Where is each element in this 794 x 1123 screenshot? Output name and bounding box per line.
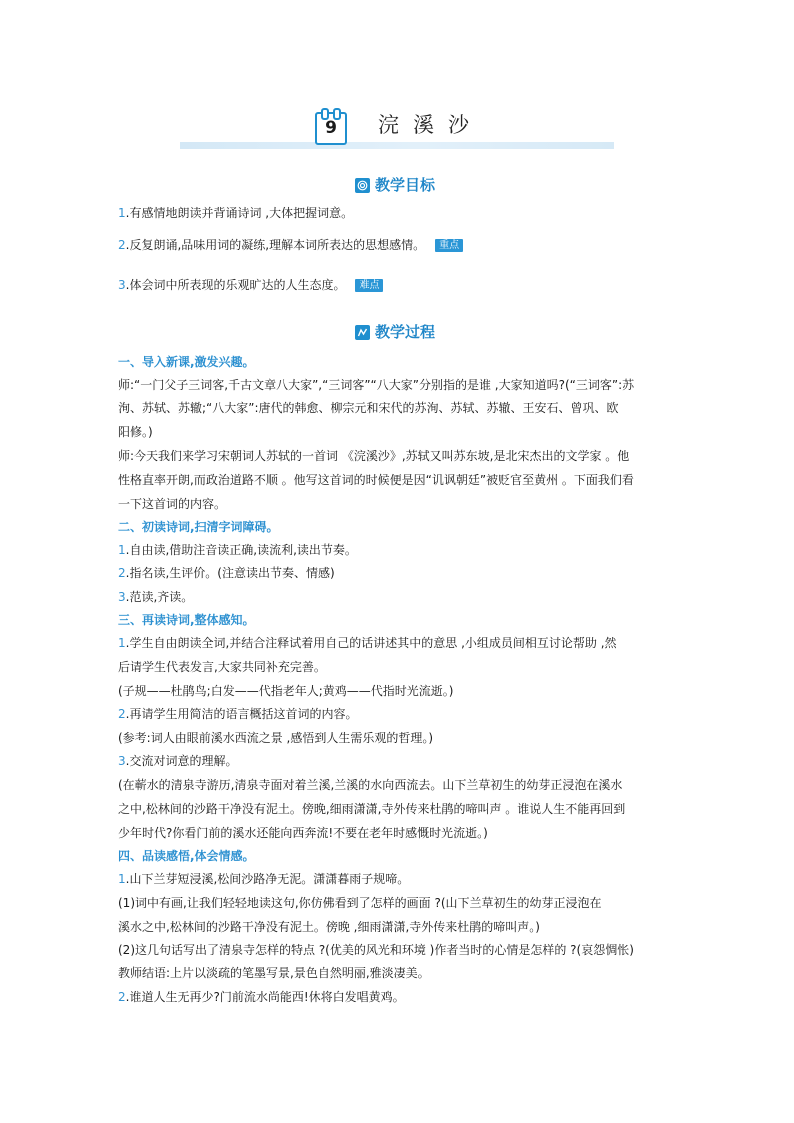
process-icon [355, 325, 370, 340]
list-item: 2.谁道人生无再少?门前流水尚能西!休将白发唱黄鸡。 [118, 990, 405, 1004]
list-item: 1.山下兰芽短浸溪,松间沙路净无泥。潇潇暮雨子规啼。 [118, 872, 410, 886]
lesson-number: 9 [325, 118, 337, 138]
list-item: 1.学生自由朗读全词,并结合注释试着用自己的话讲述其中的意思 ,小组成员间相互讨论帮助 ,然 [118, 636, 617, 650]
lesson-title: 浣溪沙 [378, 113, 483, 137]
note-line: (子规——杜鹃鸟;白发——代指老年人;黄鸡——代指时光流逝。) [118, 684, 454, 698]
lesson-header [180, 100, 614, 152]
question-line: (1)词中有画,让我们轻轻地读这句,你仿佛看到了怎样的画面 ?(山下兰草初生的幼芽正浸泡在 [118, 896, 602, 910]
paragraph-line: 师:“一门父子三词客,千古文章八大家”,“三词客”“八大家”分别指的是谁 ,大家知道吗?(“三词客”:苏 [118, 378, 635, 392]
subsection-title: 四、品读感悟,体会情感。 [118, 849, 255, 863]
subsection-title: 一、导入新课,激发兴趣。 [118, 355, 255, 369]
list-item: 2.指名读,生评价。(注意读出节奏、情感) [118, 566, 335, 580]
goals-heading: 教学目标 [355, 173, 435, 197]
paragraph-line: 性格直率开朗,而政治道路不顺 。他写这首词的时候便是因“讥讽朝廷”被贬官至黄州 。下面我们看 [118, 473, 634, 487]
note-line: (在蕲水的清泉寺游历,清泉寺面对着兰溪,兰溪的水向西流去。山下兰草初生的幼芽正浸泡在溪水 [118, 778, 623, 792]
paragraph-line: 师:今天我们来学习宋朝词人苏轼的一首词 《浣溪沙》,苏轼又叫苏东坡,是北宋杰出的文学家 。他 [118, 449, 630, 463]
difficult-point-badge: 难点 [355, 279, 383, 292]
list-item: 2.再请学生用简洁的语言概括这首词的内容。 [118, 707, 358, 721]
target-icon [355, 178, 370, 193]
list-item: 3.交流对词意的理解。 [118, 754, 238, 768]
paragraph-line: 洵、苏轼、苏辙;“八大家”:唐代的韩愈、柳宗元和宋代的苏洵、苏轼、苏辙、王安石、曾巩、欧 [118, 401, 619, 415]
key-point-badge: 重点 [435, 239, 463, 252]
subsection-title: 三、再读诗词,整体感知。 [118, 613, 255, 627]
note-line: (参考:词人由眼前溪水西流之景 ,感悟到人生需乐观的哲理。) [118, 731, 434, 745]
paragraph-line: 后请学生代表发言,大家共同补充完善。 [118, 660, 326, 674]
process-heading: 教学过程 [355, 320, 435, 344]
list-item: 1.自由读,借助注音读正确,读流利,读出节奏。 [118, 543, 357, 557]
note-line: 少年时代?你看门前的溪水还能向西奔流!不要在老年时感慨时光流逝。) [118, 826, 488, 840]
goal-item: 2.反复朗诵,品味用词的凝练,理解本词所表达的思想感情。 重点 [118, 237, 463, 253]
question-line: 溪水之中,松林间的沙路干净没有泥土。傍晚 ,细雨潇潇,寺外传来杜鹃的啼叫声。) [118, 920, 540, 934]
paragraph-line: 一下这首词的内容。 [118, 497, 227, 511]
note-line: 之中,松林间的沙路干净没有泥土。傍晚,细雨潇潇,寺外传来杜鹃的啼叫声 。谁说人生不能再回到 [118, 802, 626, 816]
title-underline [180, 142, 614, 149]
paragraph-line: 阳修。) [118, 425, 153, 439]
goal-item: 3.体会词中所表现的乐观旷达的人生态度。 难点 [118, 277, 383, 293]
subsection-title: 二、初读诗词,扫清字词障碍。 [118, 520, 279, 534]
question-line: (2)这几句话写出了清泉寺怎样的特点 ?(优美的风光和环境 )作者当时的心情是怎样的 ?(哀怨惆怅) [118, 943, 634, 957]
lesson-number-badge [313, 106, 351, 140]
list-item: 3.范读,齐读。 [118, 590, 194, 604]
summary-line: 教师结语:上片以淡疏的笔墨写景,景色自然明丽,雅淡凄美。 [118, 966, 430, 980]
goal-item: 1.有感情地朗读并背诵诗词 ,大体把握词意。 [118, 206, 354, 220]
